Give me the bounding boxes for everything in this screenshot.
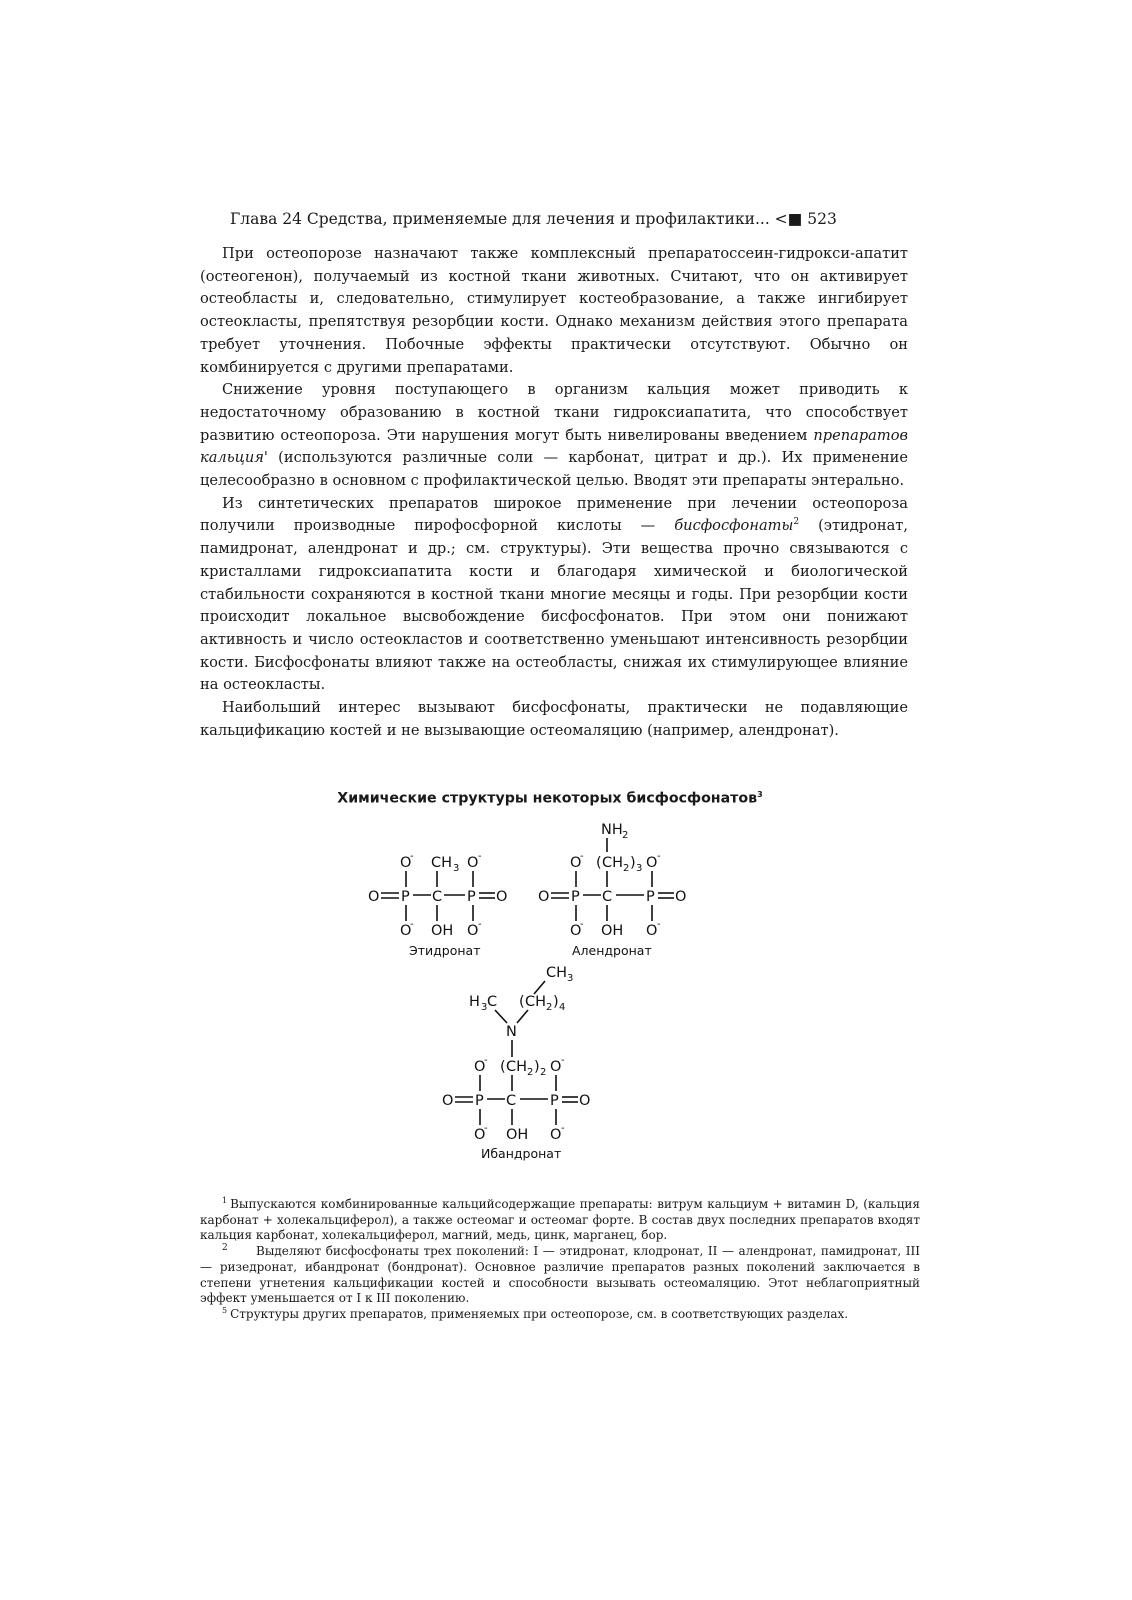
etidronate-o-bottom-left: O (400, 923, 412, 939)
alendronate-nh-sub: 2 (622, 830, 629, 841)
ibandronate-bond (517, 1010, 528, 1023)
etidronate-charge: - (478, 919, 482, 930)
etidronate-structure (368, 851, 507, 958)
etidronate-caption: Этидронат (409, 943, 481, 958)
etidronate-o-bottom-right: O (467, 923, 479, 939)
running-head: Глава 24 Средства, применяемые для лечения и профилактики... <■ 523 (230, 210, 837, 228)
etidronate-o-top-left: O (400, 855, 412, 871)
etidronate-o-left: O (368, 889, 380, 905)
ibandronate-charge: - (561, 1055, 565, 1066)
ibandronate-ch-terminal: CH (546, 965, 568, 981)
ibandronate-paren-close-top: ) (553, 994, 559, 1010)
bisphosphonates-term: бисфосфонаты (674, 517, 794, 535)
ibandronate-c-methyl: C (487, 994, 498, 1010)
ibandronate-p-right: P (550, 1093, 559, 1109)
ibandronate-structure (442, 965, 590, 1161)
alendronate-structure (538, 822, 686, 958)
footnote-3-text: Структуры других препаратов, применяемых при остеопорозе, см. в соответствующих разделах. (230, 1306, 849, 1321)
ibandronate-chain-sub-top: 4 (559, 1002, 566, 1013)
alendronate-nh-label: NH (601, 822, 623, 838)
footnote-3 (200, 1307, 920, 1323)
paragraph-bisphosphonates-end: (этидронат, памидронат, алендронат и др.; см. структуры). Эти вещества прочно связываются с кристаллами гидроксиапатита кости и благодаря химической и биологической стабильности сохраняются в костной ткани многие месяцы и годы. При резорбции кости происходит локальное высвобождение бисфосфонатов. При этом они понижают активность и число остеокластов и соответственно уменьшают интенсивность резорбции кости. Бисфосфонаты влияют также на остеобласты, снижая их стимулирующее влияние на остеокласты. (200, 517, 909, 694)
etidronate-o-top-right: O (467, 855, 479, 871)
ibandronate-paren-open-top: ( (519, 994, 525, 1010)
alendronate-charge: - (580, 851, 584, 862)
alendronate-o-bottom-right: O (646, 923, 658, 939)
etidronate-p-left: P (401, 889, 410, 905)
etidronate-ch-label: CH (431, 855, 453, 871)
ibandronate-caption: Ибандронат (481, 1146, 562, 1161)
alendronate-charge: - (657, 851, 661, 862)
etidronate-charge: - (410, 919, 414, 930)
footnote-1 (200, 1197, 920, 1244)
alendronate-o-right: O (675, 889, 687, 905)
alendronate-ch-sub: 2 (623, 863, 630, 874)
footnote-3-mark: 5 (222, 1305, 228, 1315)
ibandronate-bond (495, 1010, 507, 1023)
alendronate-charge: - (580, 919, 584, 930)
ibandronate-ch-terminal-sub: 3 (567, 973, 574, 984)
ibandronate-o-right: O (579, 1093, 591, 1109)
ibandronate-h-sub: 3 (481, 1002, 488, 1013)
etidronate-c: C (432, 889, 443, 905)
ibandronate-paren-close-bottom: ) (534, 1059, 540, 1075)
ibandronate-o-bottom-right: O (550, 1127, 562, 1143)
ibandronate-ch-chain-top: CH (525, 994, 547, 1010)
alendronate-ch-label: CH (602, 855, 624, 871)
alendronate-caption: Алендронат (572, 943, 652, 958)
ibandronate-o-left: O (442, 1093, 454, 1109)
footnotes (200, 1197, 920, 1323)
alendronate-chain-sub: 3 (636, 863, 643, 874)
ibandronate-n: N (506, 1024, 517, 1040)
paragraph-ossein: При остеопорозе назначают также комплексный препаратоссеин-гидрокси-апатит (остеогенон), получаемый из костной ткани животных. Считают, что он активирует остеобласты и, следовательно, стимулирует костеобразование, а также ингибирует остеокласты, препятствуя резорбции кости. Однако механизм действия этого препарата требует уточнения. Побочные эффекты практически отсутствуют. Обычно он комбинируется с другими препаратами. (200, 245, 908, 376)
alendronate-o-top-left: O (570, 855, 582, 871)
ibandronate-bond (534, 981, 545, 994)
paragraph-bisphosphonates-start: Из синтетических препаратов широкое применение при лечении остеопороза получили производные пирофосфорной кислоты — (200, 494, 908, 535)
ibandronate-charge: - (561, 1123, 565, 1134)
alendronate-p-right: P (646, 889, 655, 905)
alendronate-c: C (602, 889, 613, 905)
calcium-drugs-term: препаратов кальция' (200, 426, 908, 467)
paragraph-interest: Наибольший интерес вызывают бисфосфонаты, практически не подавляющие кальцификацию костей и не вызывающие остеомаляцию (например, алендронат). (200, 699, 908, 739)
footnote-1-text: Выпускаются комбинированные кальцийсодержащие препараты: витрум кальциум + витамин D, (кальция карбонат + холекальциферол), а также остеомаг и остеомаг форте. В состав двух последних препаратов входят кальция карбонат, холекальциферол, магний, медь, цинк, марганец, бор. (200, 1197, 920, 1243)
ibandronate-paren-open-bottom: ( (500, 1059, 506, 1075)
alendronate-paren-close: ) (630, 855, 636, 871)
etidronate-charge: - (478, 851, 482, 862)
alendronate-oh: OH (601, 923, 624, 939)
ibandronate-o-top-right: O (550, 1059, 562, 1075)
etidronate-p-right: P (467, 889, 476, 905)
paragraph-calcium-end: (используются различные соли — карбонат, цитрат и др.). Их применение целесообразно в основном с профилактической целью. Вводят эти препараты энтерально. (200, 449, 908, 490)
ibandronate-h: H (469, 994, 480, 1010)
etidronate-ch-sub: 3 (453, 863, 460, 874)
ibandronate-oh: OH (506, 1127, 529, 1143)
etidronate-charge: - (410, 851, 414, 862)
paragraph-calcium-start: Снижение уровня поступающего в организм кальция может приводить к недостаточному образованию в костной ткани гидроксиапатита, что способствует развитию остеопороза. Эти нарушения могут быть нивелированы введением (200, 381, 908, 444)
ibandronate-ch-chain-top-sub: 2 (546, 1002, 553, 1013)
footnote-2: 2 Выделяют бисфосфонаты трех поколений: I — этидронат, клодронат, II — алендронат, памидронат, III — ризедронат, ибандронат (бондронат). Основное различие препаратов разных поколений заключается в степени угнетения кальцификации костей и способности вызывать остеомаляцию. Этот неблагоприятный эффект уменьшается от I к III поколению. (200, 1243, 920, 1306)
ibandronate-p-left: P (475, 1093, 484, 1109)
alendronate-o-bottom-left: O (570, 923, 582, 939)
figure-title-footnote-ref: 3 (757, 790, 763, 799)
footnote-ref-2: 2 (793, 517, 800, 528)
ibandronate-charge: - (484, 1123, 488, 1134)
ibandronate-ch-chain-bottom: CH (506, 1059, 528, 1075)
figure-title-text: Химические структуры некоторых бисфосфонатов (337, 790, 758, 807)
ibandronate-c: C (506, 1093, 517, 1109)
ibandronate-o-bottom-left: O (474, 1127, 486, 1143)
alendronate-o-top-right: O (646, 855, 658, 871)
ibandronate-chain-sub-bottom: 2 (540, 1067, 547, 1078)
alendronate-p-left: P (571, 889, 580, 905)
alendronate-o-left: O (538, 889, 550, 905)
alendronate-charge: - (657, 919, 661, 930)
footnote-1-mark: 1 (222, 1196, 228, 1205)
alendronate-paren-open: ( (596, 855, 602, 871)
ibandronate-charge: - (484, 1055, 488, 1066)
ibandronate-ch-chain-bottom-sub: 2 (527, 1067, 534, 1078)
etidronate-o-right: O (496, 889, 508, 905)
footnote-2-text: Выделяют бисфосфонаты трех поколений: I — этидронат, клодронат, II — алендронат, памидронат, III — ризедронат, ибандронат (бондронат). Основное различие препаратов разных поколений заключается в степени угнетения кальцификации костей и способности вызывать остеомаляцию. Этот неблагоприятный эффект уменьшается от I к III поколению. (200, 1244, 920, 1306)
etidronate-oh: OH (431, 923, 454, 939)
ibandronate-o-top-left: O (474, 1059, 486, 1075)
